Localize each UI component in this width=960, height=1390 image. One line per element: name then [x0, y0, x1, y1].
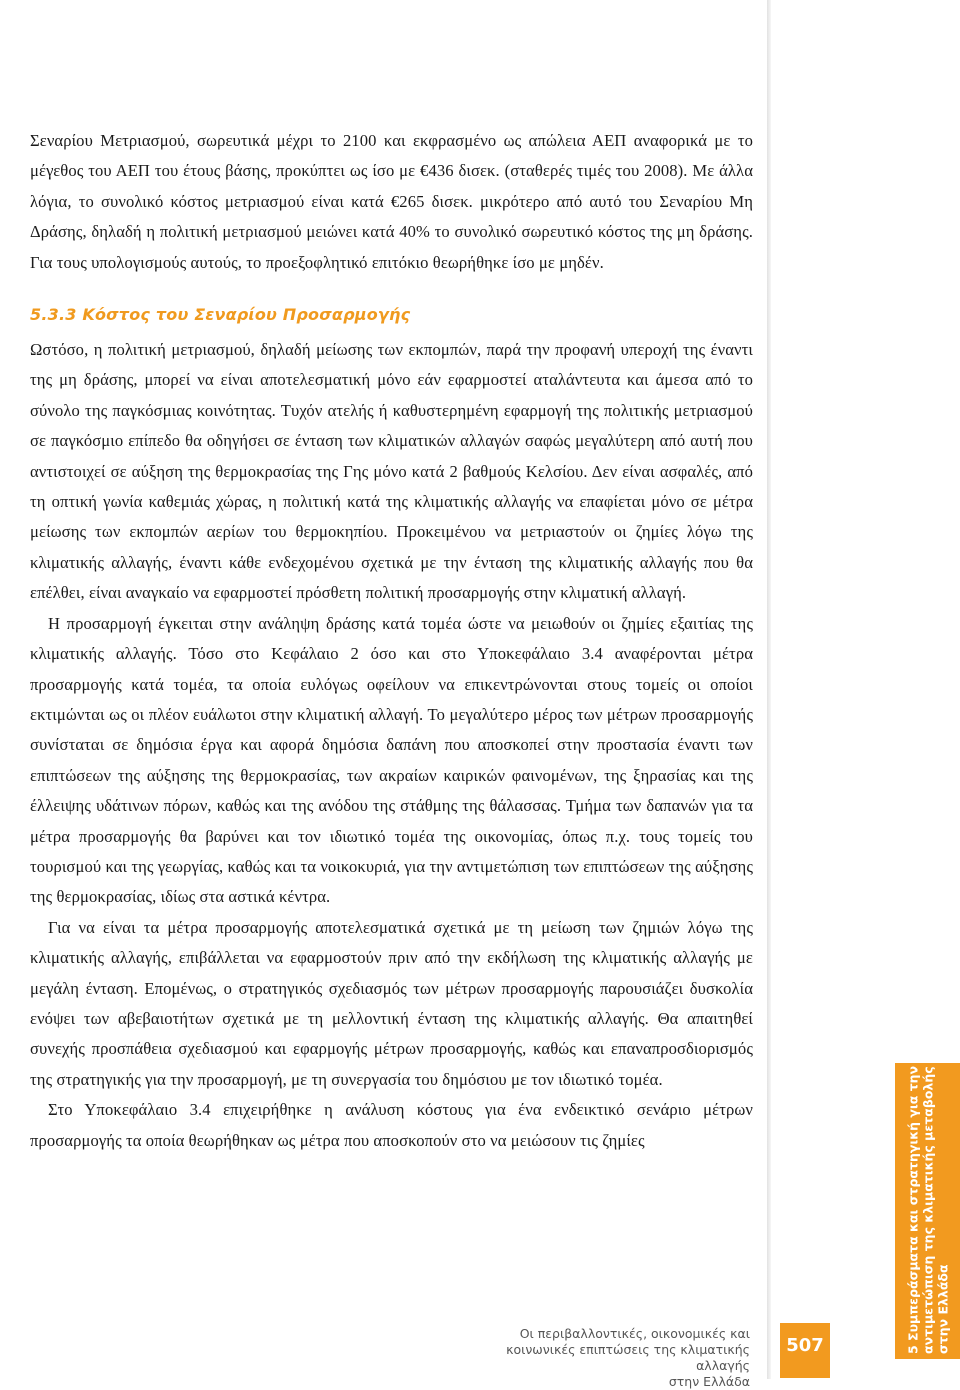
- chapter-title-line: 5 Συμπεράσματα και στρατηγική για την: [905, 1065, 920, 1354]
- section-title: Κόστος του Σεναρίου Προσαρμογής: [82, 305, 411, 325]
- paragraph-5: Στο Υποκεφάλαιο 3.4 επιχειρήθηκε η ανάλυση κόστους για ένα ενδεικτικό σενάριο μέτρων προσαρμογής τα οποία θεωρήθηκαν ως μέτρα που αποσκοπούν στο να μειώσουν τις ζημίες: [30, 1100, 753, 1150]
- chapter-side-tab: [895, 1063, 960, 1359]
- section-heading: [30, 300, 753, 330]
- paragraph-1: Σεναρίου Μετριασμού, σωρευτικά μέχρι το 2100 και εκφρασμένο ως απώλεια ΑΕΠ αναφορικά με το μέγεθος του ΑΕΠ του έτους βάσης, προκύπτει ως ίσο με €436 δισεκ. (σταθερές τιμές του 2008). Με άλλα λόγια, το συνολικό κόστος μετριασμού είναι κατά €265 δισεκ. μικρότερο από αυτό του Σεναρίου Μη Δράσης, δηλαδή η πολιτική μετριασμού μειώνει κατά 40% το συνολικό σωρευτικό κόστος της μη δράσης. Για τους υπολογισμούς αυτούς, το προεξοφλητικό επιτόκιο θεωρήθηκε ίσο με μηδέν.: [30, 131, 753, 272]
- page-edge-shadow: [767, 0, 771, 1379]
- paragraph-3: Η προσαρμογή έγκειται στην ανάληψη δράσης κατά τομέα ώστε να μειωθούν οι ζημίες εξαιτίας της κλιματικής αλλαγής. Τόσο στο Κεφάλαιο 2 όσο και στο Υποκεφάλαιο 3.4 αναφέρονται μέτρα προσαρμογής κατά τομέα, τα οποία ευλόγως οφείλουν να επικεντρώνονται στους τομείς οι οποίοι εκτιμώνται ως οι πλέον ευάλωτοι στην κλιματική αλλαγή. Το μεγαλύτερο μέρος των μέτρων προσαρμογής συνίσταται σε δημόσια έργα και αφορά δημόσια δαπάνη που αποσκοπεί στην προστασία έναντι των επιπτώσεων της αύξησης της θερμοκρασίας, των ακραίων καιρικών φαινομένων, της ξηρασίας και της έλλειψης υδάτινων πόρων, καθώς και της ανόδου της στάθμης της θάλασσας. Τμήμα των δαπανών για τα μέτρα προσαρμογής θα βαρύνει και τον ιδιωτικό τομέα της οικονομίας, όπως π.χ. τους τομείς του τουρισμού και της γεωργίας, καθώς και τα νοικοκυριά, για την αντιμετώπιση των επιπτώσεων της αύξησης της θερμοκρασίας, ιδίως στα αστικά κέντρα.: [30, 613, 753, 907]
- chapter-title-line: στην Ελλάδα: [935, 1264, 950, 1354]
- footer-line: κοινωνικές επιπτώσεις της κλιματικής αλλαγής: [506, 1342, 750, 1373]
- chapter-title-line: αντιμετώπιση της κλιματικής μεταβολής: [920, 1066, 935, 1354]
- running-footer: [450, 1326, 750, 1390]
- paragraph-2: Ωστόσο, η πολιτική μετριασμού, δηλαδή μείωσης των εκπομπών, παρά την προφανή υπεροχή της έναντι της μη δράσης, μπορεί να είναι αποτελεσματική μόνο εάν εφαρμοστεί αταλάντευτα και άμεσα από το σύνολο της παγκόσμιας κοινότητας. Τυχόν ατελής ή καθυστερημένη εφαρμογή της πολιτικής μετριασμού σε παγκόσμιο επίπεδο θα οδηγήσει σε ένταση των κλιματικών αλλαγών σαφώς μεγαλύτερη από αυτή που αντιστοιχεί σε αύξηση της θερμοκρασίας της Γης μόνο κατά 2 βαθμούς Κελσίου. Δεν είναι ασφαλές, από τη οπτική γωνία καθεμιάς χώρας, η πολιτική κατά της κλιματικής αλλαγής να επαφίεται μόνο σε μέτρα μείωσης των εκπομπών αερίων του θερμοκηπίου. Προκειμένου να μετριαστούν οι ζημίες λόγω της κλιματικής αλλαγής, έναντι κάθε ενδεχομένου σχετικά με την ένταση της κλιματικής αλλαγής που θα επέλθει, είναι αναγκαίο να εφαρμοστεί πρόσθετη πολιτική προσαρμογής στην κλιματική αλλαγή.: [30, 340, 753, 603]
- footer-line: Οι περιβαλλοντικές, οικονομικές και: [519, 1326, 750, 1341]
- body-text: [30, 126, 753, 1156]
- chapter-title: [905, 1065, 950, 1354]
- page-number: 507: [786, 1335, 824, 1356]
- section-number: 5.3.3: [30, 305, 77, 325]
- paragraph-4: Για να είναι τα μέτρα προσαρμογής αποτελεσματικά σχετικά με τη μείωση των ζημιών λόγω της κλιματικής αλλαγής, επιβάλλεται να εφαρμοστούν πριν από την εκδήλωση της κλιματικής αλλαγής με μεγάλη ένταση. Επομένως, ο στρατηγικός σχεδιασμός των μέτρων προσαρμογής παρουσιάζει δυσκολία ενόψει των αβεβαιοτήτων σχετικά με τη μελλοντική ένταση της κλιματικής αλλαγής. Θα απαιτηθεί συνεχής προσπάθεια σχεδιασμού και εφαρμογής μέτρων προσαρμογής, καθώς και επαναπροσδιορισμός της στρατηγικής για την προσαρμογή, με τη συνεργασία του δημόσιου με τον ιδιωτικό τομέα.: [30, 917, 753, 1089]
- page-number-box: [780, 1323, 830, 1378]
- footer-line: στην Ελλάδα: [668, 1374, 750, 1389]
